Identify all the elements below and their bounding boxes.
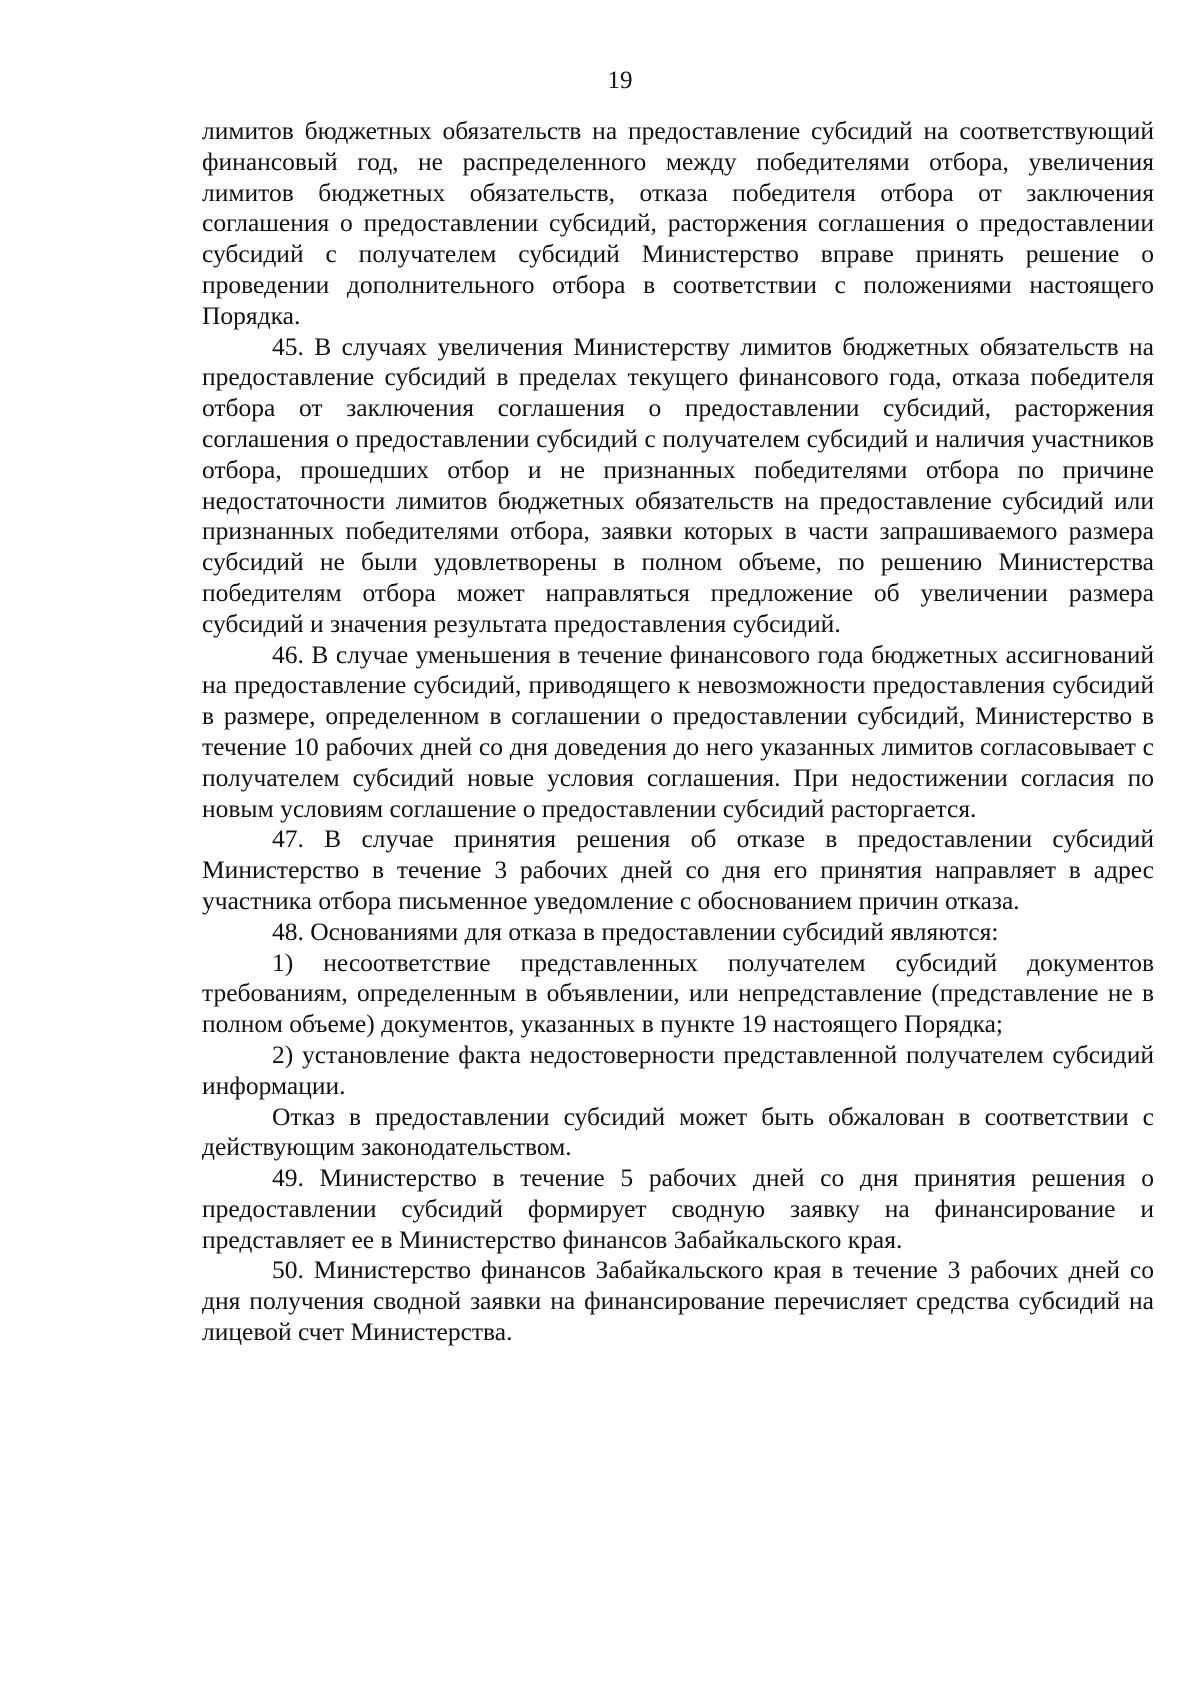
paragraph-item-50: 50. Министерство финансов Забайкальского края в течение 3 рабочих дней со дня получения сводной заявки на финансирование перечисляет средства субсидий на лицевой счет Министерства. bbox=[202, 1255, 1154, 1347]
page-number: 19 bbox=[607, 67, 633, 94]
paragraph-item-49: 49. Министерство в течение 5 рабочих дней со дня принятия решения о предоставлении субсидий формирует сводную заявку на финансирование и представляет ее в Министерство финансов Забайкальского края. bbox=[202, 1163, 1154, 1254]
paragraph-subitem-1: 1) несоответствие представленных получателем субсидий документов требованиям, определенным в объявлении, или непредставление (представление не в полном объеме) документов, указанных в пункте 19 настоящего Порядка; bbox=[202, 947, 1154, 1039]
paragraph-subitem-2: 2) установление факта недостоверности представленной получателем субсидий информации. bbox=[202, 1039, 1154, 1100]
paragraph-item-47: 47. В случае принятия решения об отказе в предоставлении субсидий Министерство в течение 3 рабочих дней со дня его принятия направляет в адрес участника отбора письменное уведомление с обоснованием причин отказа. bbox=[202, 824, 1154, 915]
paragraph-appeal-note: Отказ в предоставлении субсидий может быть обжалован в соответствии с действующим законодательством. bbox=[202, 1101, 1154, 1162]
paragraph-item-45: 45. В случаях увеличения Министерству лимитов бюджетных обязательств на предоставление субсидий в пределах текущего финансового года, отказа победителя отбора от заключения соглашения о предоставлении субсидий, расторжения соглашения о предоставлении субсидий с получателем субсидий и наличия участников отбора, прошедших отбор и не признанных победителями отбора по причине недостаточности лимитов бюджетных обязательств на предоставление субсидий или признанных победителями отбора, заявки которых в части запрашиваемого размера субсидий не были удовлетворены в полном объеме, по решению Министерства победителям отбора может направляться предложение об увеличении размера субсидий и значения результата предоставления субсидий. bbox=[202, 331, 1154, 638]
paragraph-item-46: 46. В случае уменьшения в течение финансового года бюджетных ассигнований на предоставление субсидий, приводящего к невозможности предоставления субсидий в размере, определенном в соглашении о предоставлении субсидий, Министерство в течение 10 рабочих дней со дня доведения до него указанных лимитов согласовывает с получателем субсидий новые условия соглашения. При недостижении согласия по новым условиям соглашение о предоставлении субсидий расторгается. bbox=[202, 639, 1154, 823]
paragraph-continuation: лимитов бюджетных обязательств на предоставление субсидий на соответствующий финансовый год, не распределенного между победителями отбора, увеличения лимитов бюджетных обязательств, отказа победителя отбора от заключения соглашения о предоставлении субсидий, расторжения соглашения о предоставлении субсидий с получателем субсидий Министерство вправе принять решение о проведении дополнительного отбора в соответствии с положениями настоящего Порядка. bbox=[202, 116, 1154, 330]
paragraph-item-48: 48. Основаниями для отказа в предоставлении субсидий являются: bbox=[272, 916, 999, 946]
document-body bbox=[202, 116, 1154, 1348]
